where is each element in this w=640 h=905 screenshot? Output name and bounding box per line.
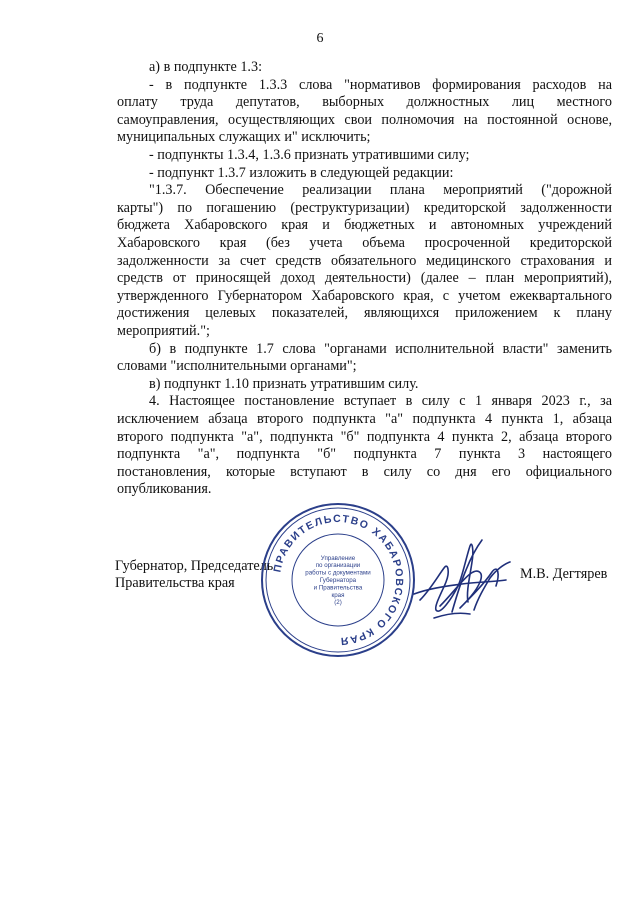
body-line: достижения целевых показателей, являющихся приложением к плану	[117, 305, 612, 322]
body-line: в) подпункт 1.10 признать утратившим силу.	[149, 375, 419, 392]
handwritten-signature	[400, 528, 520, 638]
seal-inner-line: (2)	[334, 599, 342, 607]
signatory-position-line1: Губернатор, Председатель	[115, 558, 274, 574]
signatory-position-line2: Правительства края	[115, 575, 235, 591]
signature-block	[0, 500, 640, 660]
seal-inner-line: Губернатора	[319, 577, 357, 584]
body-line: бюджета Хабаровского края и бюджетных и автономных учреждений	[117, 217, 612, 234]
body-line: мероприятий.";	[117, 323, 210, 339]
body-line: - в подпункте 1.3.3 слова "нормативов формирования расходов на	[149, 76, 612, 93]
seal-inner-line: работы с документами	[305, 569, 371, 577]
body-line: словами "исполнительными органами";	[117, 358, 357, 375]
body-line: подпункта "а", подпункта "б" подпункта 7 пункта 3 настоящего	[117, 446, 612, 463]
seal-inner-line: по организации	[315, 562, 361, 570]
seal-inner-line: и Правительства	[313, 584, 363, 592]
body-line: второго подпункта "а", подпункта "б" подпункта 4 пункта 2, абзаца второго	[117, 428, 612, 445]
seal-inner-line: Управление	[320, 554, 356, 562]
body-line: а) в подпункте 1.3:	[149, 59, 263, 75]
body-line: "1.3.7. Обеспечение реализации плана мероприятий ("дорожной	[149, 182, 612, 199]
official-seal	[258, 500, 418, 660]
body-line: постановления, которые вступают в силу со дня его официального	[117, 463, 612, 480]
body-line: оплату труда депутатов, выборных должностных лиц местного	[117, 94, 612, 111]
page-number: 6	[316, 31, 324, 46]
signatory-position	[115, 558, 273, 592]
body-line: Хабаровского края (без учета объема просроченной кредиторской	[117, 235, 612, 251]
body-line: карты") по погашению (реструктуризации) кредиторской задолженности	[117, 199, 612, 216]
body-line: утвержденного Губернатором Хабаровского края, с учетом ежеквартального	[117, 287, 612, 304]
signatory-name: М.В. Дегтярев	[520, 566, 608, 582]
body-line: задолженности за счет средств обязательного медицинского страхования и	[117, 252, 612, 269]
seal-ring-text: ПРАВИТЕЛЬСТВО ХАБАРОВСКОГО КРАЯ	[271, 512, 406, 648]
body-line: 4. Настоящее постановление вступает в силу с 1 января 2023 г., за	[149, 393, 612, 410]
body-line: опубликования.	[117, 481, 212, 498]
body-line: средств от приносящей доход деятельности) (далее – план мероприятий),	[117, 270, 612, 287]
body-line: б) в подпункте 1.7 слова "органами исполнительной власти" заменить	[149, 340, 612, 357]
body-line: исключением абзаца второго подпункта "а" подпункта 4 пункта 1, абзаца	[117, 411, 612, 427]
body-line: - подпункт 1.3.7 изложить в следующей редакции:	[149, 164, 454, 181]
seal-inner-line: края	[331, 591, 345, 599]
body-line: муниципальных служащих и" исключить;	[117, 129, 371, 146]
body-line: - подпункты 1.3.4, 1.3.6 признать утратившими силу;	[149, 147, 470, 163]
body-line: самоуправления, осуществляющих свои полномочия на постоянной основе,	[117, 111, 612, 128]
